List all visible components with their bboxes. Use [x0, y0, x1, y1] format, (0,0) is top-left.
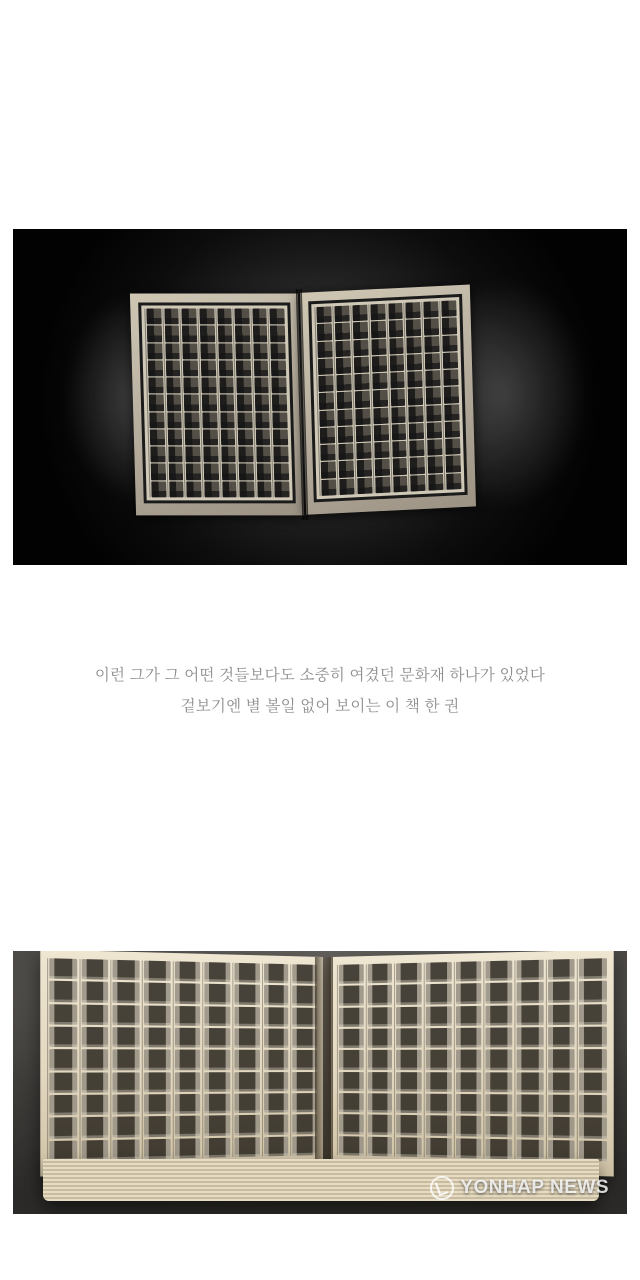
bottom-book-page-right: [331, 951, 614, 1177]
yonhap-news-watermark: [430, 1176, 609, 1200]
open-hunminjeongeum-book: [31, 957, 611, 1207]
yonhap-watermark-label: YONHAP NEWS: [460, 1177, 609, 1198]
open-old-book: [130, 286, 476, 517]
text-columns-right: [314, 300, 461, 496]
text-columns-left: [144, 308, 289, 497]
top-photo: [13, 229, 627, 565]
yonhap-logo-icon: [430, 1176, 454, 1200]
caption-line-1: 이런 그가 그 어떤 것들보다도 소중히 여겼던 문화재 하나가 있었다: [94, 667, 546, 684]
bottom-book-spine: [315, 957, 333, 1171]
bottom-text-columns-left: [47, 958, 317, 1161]
book-page-right: [300, 285, 476, 515]
page-border-frame-left: [138, 302, 296, 503]
book-page-left: [130, 293, 304, 515]
caption-block: [0, 660, 640, 722]
bottom-text-columns-right: [337, 958, 607, 1161]
page-border-frame-right: [308, 294, 467, 502]
bottom-photo: [13, 951, 627, 1214]
caption-line-2: 겉보기엔 별 볼일 없어 보이는 이 책 한 권: [180, 698, 460, 715]
bottom-book-page-left: [40, 951, 323, 1177]
